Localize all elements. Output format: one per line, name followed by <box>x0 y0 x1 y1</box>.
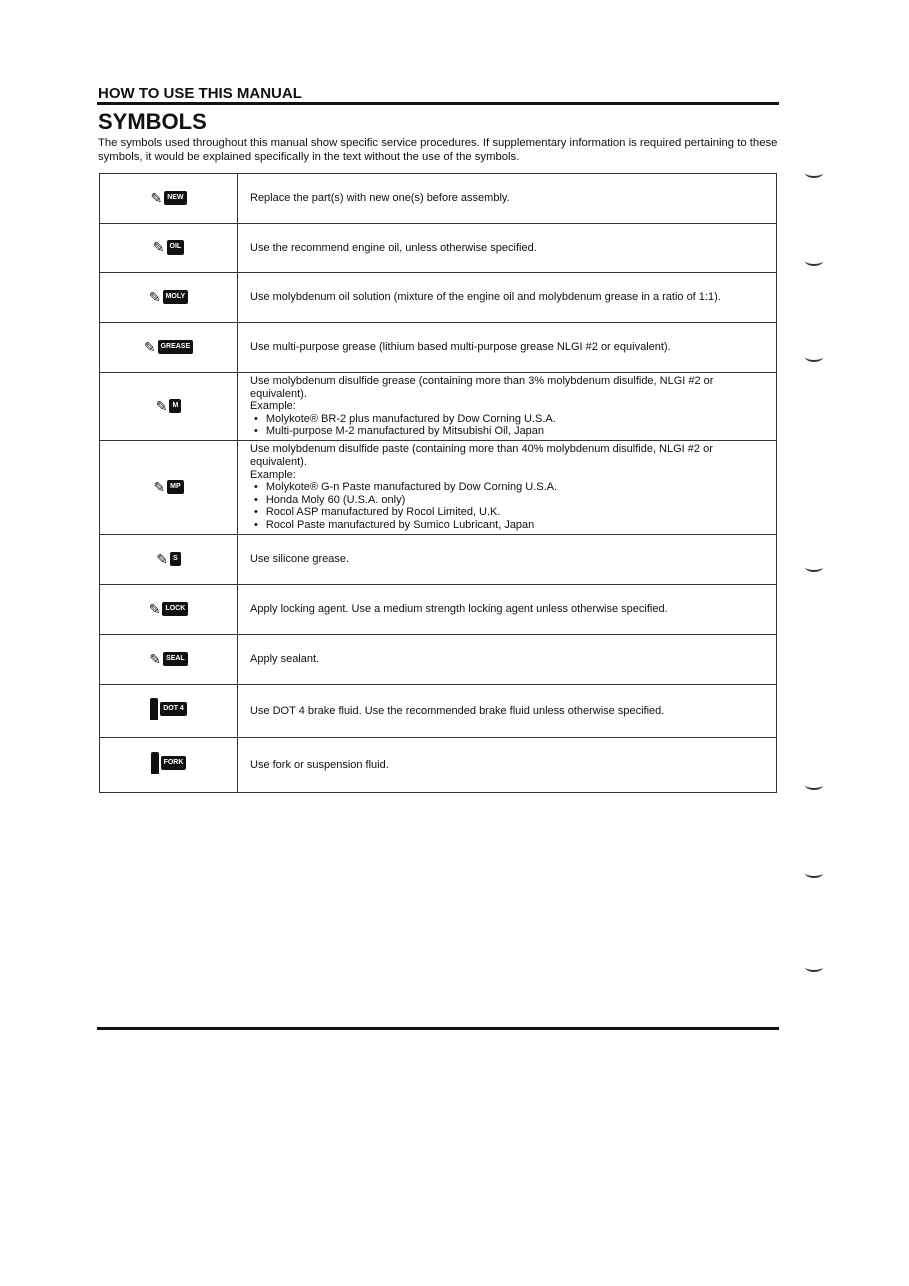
symbol-row <box>100 534 777 584</box>
description-cell <box>238 534 777 584</box>
binding-mark <box>805 168 823 178</box>
symbol-cell <box>100 323 238 373</box>
symbol-cell <box>100 634 238 684</box>
symbol-cell <box>100 273 238 323</box>
description-text: Use fork or suspension fluid. <box>250 758 389 771</box>
description-text: Use silicone grease. <box>250 553 350 566</box>
description-cell <box>238 323 777 373</box>
symbol-row <box>100 224 777 273</box>
description-text: Use the recommend engine oil, unless otherwise specified. <box>250 241 537 254</box>
description-cell <box>238 440 777 534</box>
symbols-table <box>99 173 777 793</box>
example-item: • Rocol Paste manufactured by Sumico Lubricant, Japan <box>254 519 764 532</box>
symbol-row <box>100 584 777 634</box>
page-title: SYMBOLS <box>98 109 207 134</box>
section-heading: HOW TO USE THIS MANUAL <box>98 85 302 102</box>
example-item: • Rocol ASP manufactured by Rocol Limited, U.K. <box>254 506 764 519</box>
description-cell <box>238 684 777 737</box>
engine-oil-icon: ✎ OIL <box>153 240 184 255</box>
example-item: • Multi-purpose M-2 manufactured by Mitsubishi Oil, Japan <box>254 425 764 438</box>
example-item: • Molykote® BR-2 plus manufactured by Dow Corning U.S.A. <box>254 413 764 426</box>
binding-mark <box>805 352 823 362</box>
moly-oil-icon: ✎ MOLY <box>149 290 188 305</box>
silicone-grease-icon: ✎ S <box>156 552 180 567</box>
fork-fluid-icon: FORK <box>151 752 187 774</box>
symbol-cell <box>100 224 238 273</box>
brake-fluid-icon: DOT 4 <box>150 698 187 720</box>
description-text: Apply locking agent. Use a medium strength locking agent unless otherwise specified. <box>250 603 668 616</box>
description-cell <box>238 373 777 441</box>
binding-mark <box>805 256 823 266</box>
example-label: Example: <box>250 400 296 413</box>
description-text: Use multi-purpose grease (lithium based multi-purpose grease NLGI #2 or equivalent). <box>250 341 671 354</box>
description-text: Replace the part(s) with new one(s) before assembly. <box>250 192 510 205</box>
grease-icon: ✎ GREASE <box>144 340 193 355</box>
new-part-icon: ✎ NEW <box>150 191 186 206</box>
description-cell <box>238 737 777 792</box>
symbol-cell <box>100 373 238 441</box>
description-cell <box>238 224 777 273</box>
symbol-cell <box>100 584 238 634</box>
description-text: Apply sealant. <box>250 653 320 666</box>
description-cell <box>238 174 777 224</box>
description-cell <box>238 273 777 323</box>
moly-grease-icon: ✎ M <box>156 399 182 414</box>
binding-mark <box>805 868 823 878</box>
symbol-cell <box>100 174 238 224</box>
sealant-icon: ✎ SEAL <box>149 652 187 667</box>
description-cell <box>238 584 777 634</box>
example-item: • Honda Moly 60 (U.S.A. only) <box>254 494 764 507</box>
description-text: Use molybdenum disulfide grease (containing more than 3% molybdenum disulfide, NLGI #2 or equivalent). <box>250 375 714 400</box>
description-cell <box>238 634 777 684</box>
symbol-row <box>100 684 777 737</box>
description-text: Use DOT 4 brake fluid. Use the recommended brake fluid unless otherwise specified. <box>250 704 665 717</box>
symbol-row <box>100 373 777 441</box>
description-text: Use molybdenum oil solution (mixture of the engine oil and molybdenum grease in a ratio of 1:1). <box>250 291 721 304</box>
symbol-cell <box>100 684 238 737</box>
symbol-row <box>100 634 777 684</box>
divider <box>97 102 779 105</box>
symbol-row <box>100 440 777 534</box>
example-label: Example: <box>250 468 296 481</box>
symbol-row <box>100 737 777 792</box>
footer-divider <box>97 1027 779 1030</box>
symbol-cell <box>100 440 238 534</box>
intro-text: The symbols used throughout this manual show specific service procedures. If supplementary information is required pertaining to these symbols, it would be explained specifically in the text without the use of the symbols. <box>98 137 778 163</box>
symbol-cell <box>100 534 238 584</box>
symbol-row <box>100 273 777 323</box>
binding-mark <box>805 562 823 572</box>
example-item: • Molykote® G-n Paste manufactured by Dow Corning U.S.A. <box>254 481 764 494</box>
symbol-row <box>100 323 777 373</box>
description-text: Use molybdenum disulfide paste (containing more than 40% molybdenum disulfide, NLGI #2 or equivalent). <box>250 443 713 468</box>
moly-paste-icon: ✎ MP <box>153 480 183 495</box>
symbol-cell <box>100 737 238 792</box>
binding-mark <box>805 962 823 972</box>
locking-agent-icon: ✎ LOCK <box>149 602 189 617</box>
symbol-row <box>100 174 777 224</box>
binding-mark <box>805 780 823 790</box>
